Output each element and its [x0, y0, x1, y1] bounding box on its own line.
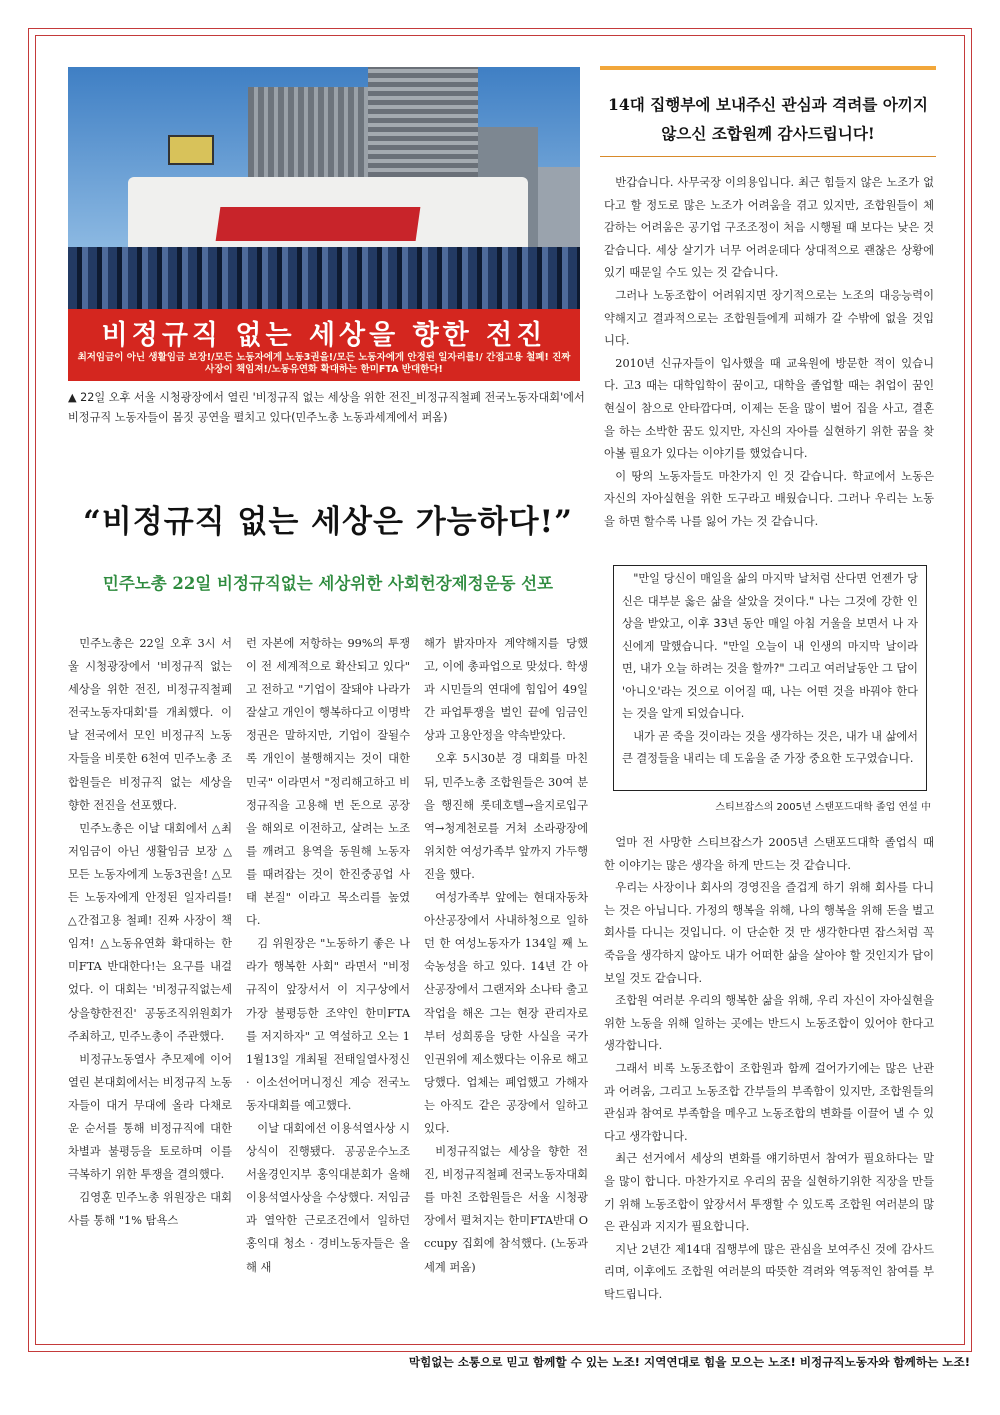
article-body: [68, 632, 588, 1322]
paragraph: 그러나 노동조합이 어려워지면 장기적으로는 노조의 대응능력이 약해지고 결과적으로는 조합원들에게 피해가 갈 수밖에 없을 것입니다.: [604, 288, 934, 348]
stage-sign: [216, 207, 421, 241]
paragraph: 런 자본에 저항하는 99%의 투쟁이 전 세계적으로 확산되고 있다" 고 전하고 "기업이 잘돼야 나라가 잘살고 개인이 행복하다고 이명박정권은 말하지만, 기업이 잘될수록 개인이 불행해지는 것이 대한민국" 이라면서 "정리해고하고 비정규직을 고용해 번 돈으로 공장을 해외로 이전하고, 살려는 노조를 깨려고 용역을 동원해 노동자를 때려잡는 것이 한진중공업 사태 본질" 이라고 목소리를 높였다.: [246, 637, 410, 928]
banner-slogans: 최저임금이 아닌 생활임금 보장!/모든 노동자에게 노동3권을!/모든 노동자에게 안정된 일자리를!/ 간접고용 철폐! 진짜 사장이 책임져!/노동유연화 확대하는 한미FTA 반대한다!: [77, 352, 571, 375]
paragraph: 이날 대회에선 이용석열사상 시상식이 진행됐다. 공공운수노조 서울경인지부 홍익대분회가 올해 이용석열사상을 수상했다. 저임금과 열악한 근로조건에서 일하던 홍익대 청소 · 경비노동자들은 올해 새: [246, 1121, 410, 1274]
performers: [68, 247, 580, 311]
footer-slogan: 막힘없는 소통으로 믿고 함께할 수 있는 노조! 지역연대로 힘을 모으는 노조! 비정규직노동자와 함께하는 노조!: [408, 1355, 970, 1369]
paragraph: 민주노총은 22일 오후 3시 서울 시청광장에서 '비정규직 없는 세상을 위한 전진, 비정규직철폐 전국노동자대회'를 개최했다. 이날 전국에서 모인 비정규직 노동자들을 비롯한 6천여 민주노총 조합원들은 비정규직 없는 세상을 향한 전진을 선포했다.: [68, 637, 232, 812]
paragraph: 해가 밝자마자 계약해지를 당했고, 이에 총파업으로 맞섰다. 학생과 시민들의 연대에 힘입어 49일 간 파업투쟁을 벌인 끝에 임금인상과 고용안정을 약속받았다.: [424, 637, 588, 743]
paragraph: 최근 선거에서 세상의 변화를 얘기하면서 참여가 필요하다는 말을 많이 합니다. 마찬가지로 우리의 꿈을 실현하기위한 직장을 만들기 위해 노동조합이 앞장서서 투쟁할 수 있도록 조합원 여러분의 많은 관심과 지지가 필요합니다.: [604, 1152, 934, 1234]
column-top-rule: [600, 66, 936, 70]
quote-paragraph: 내가 곧 죽을 것이라는 것을 생각하는 것은, 내가 내 삶에서 큰 결정들을 내리는 데 도움을 준 가장 중요한 도구였습니다.: [622, 729, 918, 765]
paragraph: 반갑습니다. 사무국장 이의용입니다. 최근 힘들지 않은 노조가 없다고 할 정도로 많은 노조가 어려움을 겪고 있지만, 조합원들이 체감하는 어려움은 공기업 구조조정이 처음 시행될 때 보다는 낮은 것 같습니다. 세상 살기가 너무 어려운데다 상대적으로 괜찮은 상황에 있기 때문일 수도 있는 것 같습니다.: [604, 176, 934, 280]
paragraph: 오후 5시30분 경 대회를 마친 뒤, 민주노총 조합원들은 30여 분을 행진해 롯데호텔→을지로입구역→청계천로를 거쳐 소라광장에 위치한 여성가족부 앞까지 가두행진을 했다.: [424, 752, 588, 881]
paragraph: 2010년 신규자들이 입사했을 때 교육원에 방문한 적이 있습니다. 고3 때는 대학입학이 꿈이고, 대학을 졸업할 때는 취업이 꿈인 현실이 참으로 안타깝다며, 이제는 돈을 많이 벌어 집을 사고, 결혼을 하는 소박한 꿈도 있지만, 자신의 자아를 실현하기 위한 꿈을 찾아볼 필요가 있다는 이야기를 했었습니다.: [604, 356, 934, 461]
quote-box: [613, 565, 927, 791]
paragraph: 얼마 전 사망한 스티브잡스가 2005년 스탠포드대학 졸업식 때 한 이야기는 많은 생각을 하게 만드는 것 같습니다.: [604, 836, 934, 872]
paragraph: 비정규노동열사 추모제에 이어 열린 본대회에서는 비정규직 노동자들이 대거 무대에 올라 다채로운 순서를 통해 비정규직에 대한 차별과 불평등을 토로하며 이를 극복하기 위한 투쟁을 결의했다.: [68, 1052, 232, 1182]
quote-paragraph: "만일 당신이 매일을 삶의 마지막 날처럼 산다면 언젠가 당신은 대부분 옳은 삶을 살았을 것이다." 나는 그것에 강한 인상을 받았고, 이후 33년 동안 매일 아침 거울을 보면서 나 자신에게 말했습니다. "만일 오늘이 내 인생의 마지막 날이라면, 내가 오늘 하려는 것을 할까?" 그리고 여러날동안 그 답이 '아니오'라는 것으로 이어질 때, 나는 어떤 것을 바꿔야 한다는 것을 알게 되었습니다.: [622, 572, 918, 720]
article-column-1: [68, 632, 232, 1322]
article-column-2: [246, 632, 410, 1322]
rally-photo: [68, 67, 580, 381]
quote-source: 스티브잡스의 2005년 스탠포드대학 졸업 연설 中: [715, 802, 931, 813]
paragraph: 비정규직없는 세상을 향한 전진, 비정규직철폐 전국노동자대회를 마친 조합원들은 서울 시청광장에서 펼쳐지는 한미FTA반대 Occupy 집회에 참석했다. (노동과세계 퍼옴): [424, 1145, 588, 1274]
letter-intro: [604, 172, 934, 534]
rally-banner: [68, 309, 580, 381]
paragraph: 조합원 여러분 우리의 행복한 삶을 위해, 우리 자신이 자아실현을 위한 노동을 위해 일하는 곳에는 반드시 노동조합이 있어야 한다고 생각합니다.: [604, 994, 934, 1053]
letter-body: [604, 832, 934, 1306]
column-title: 14대 집행부에 보내주신 관심과 격려를 아끼지 않으신 조합원께 감사드립니다!: [608, 95, 928, 143]
paragraph: 여성가족부 앞에는 현대자동차 아산공장에서 사내하청으로 일하던 한 여성노동자가 134일 째 노숙농성을 하고 있다. 14년 간 아산공장에서 그랜저와 소나타 출고작업을 해온 그는 현장 관리자로부터 성희롱을 당한 사실을 국가인권위에 제소했다는 이유로 해고당했다. 업체는 폐업했고 가해자는 아직도 같은 공장에서 일하고 있다.: [424, 891, 588, 1135]
paragraph: 민주노총은 이날 대회에서 △최저임금이 아닌 생활임금 보장 △모든 노동자에게 노동3권을! △모든 노동자에게 안정된 일자리를! △간접고용 철폐! 진짜 사장이 책임져! △노동유연화 확대하는 한미FTA 반대한다!는 요구를 내걸었다. 이 대회는 '비정규직없는세상을향한전진' 공동조직위원회가 주최하고, 민주노총이 주관했다.: [68, 821, 232, 1043]
paragraph: 김영훈 민주노총 위원장은 대회사를 통해 "1% 탐욕스: [68, 1191, 232, 1228]
banner-title: 비정규직 없는 세상을 향한 전진: [101, 320, 547, 351]
paragraph: 김 위원장은 "노동하기 좋은 나라가 행복한 사회" 라면서 "비정규직이 앞장서서 이 지구상에서 가장 불평등한 조약인 한미FTA를 저지하자" 고 역설하고 오는 11월13일 개최될 전태일열사정신 · 이소선어머니정신 계승 전국노동자대회를 예고했다.: [246, 937, 410, 1112]
subheadline: 민주노총 22일 비정규직없는 세상위한 사회헌장제정운동 선포: [102, 574, 554, 593]
paragraph: 그래서 비록 노동조합이 조합원과 함께 걸어가기에는 많은 난관과 어려움, 그리고 노동조합 간부들의 부족함이 있지만, 조합원들의 관심과 참여로 부족함을 메우고 노동조합의 변화를 이끌어 낼 수 있다고 생각합니다.: [604, 1061, 934, 1143]
headline: “비정규직 없는 세상은 가능하다!”: [83, 504, 573, 540]
article-column-3: [424, 632, 588, 1322]
paragraph: 이 땅의 노동자들도 마찬가지 인 것 같습니다. 학교에서 노동은 자신의 자아실현을 위한 도구라고 배웠습니다. 그러나 우리는 노동을 하면 할수록 나를 잃어 가는 것 같습니다.: [604, 469, 934, 528]
photo-caption: ▲ 22일 오후 서울 시청광장에서 열린 '비정규직 없는 세상을 위한 전진_비정규직철폐 전국노동자대회'에서 비정규직 노동자들이 몸짓 공연을 펼치고 있다(민주노총 노동과세계에서 퍼옴): [68, 391, 585, 424]
paragraph: 지난 2년간 제14대 집행부에 많은 관심을 보여주신 것에 감사드리며, 이후에도 조합원 여러분의 따뜻한 격려와 역동적인 참여를 부탁드립니다.: [604, 1242, 934, 1301]
paragraph: 우리는 사장이나 회사의 경영진을 즐겁게 하기 위해 회사를 다니는 것은 아닙니다. 가정의 행복을 위해, 나의 행복을 위해 돈을 벌고 회사를 다니는 것입니다. 이 단순한 것 만 생각한다면 잡스처럼 꼭 죽음을 생각하지 않아도 내가 어떠한 삶을 살아야 할 것인지가 답이 보일 것도 같습니다.: [604, 881, 934, 985]
title-divider: [600, 156, 936, 157]
